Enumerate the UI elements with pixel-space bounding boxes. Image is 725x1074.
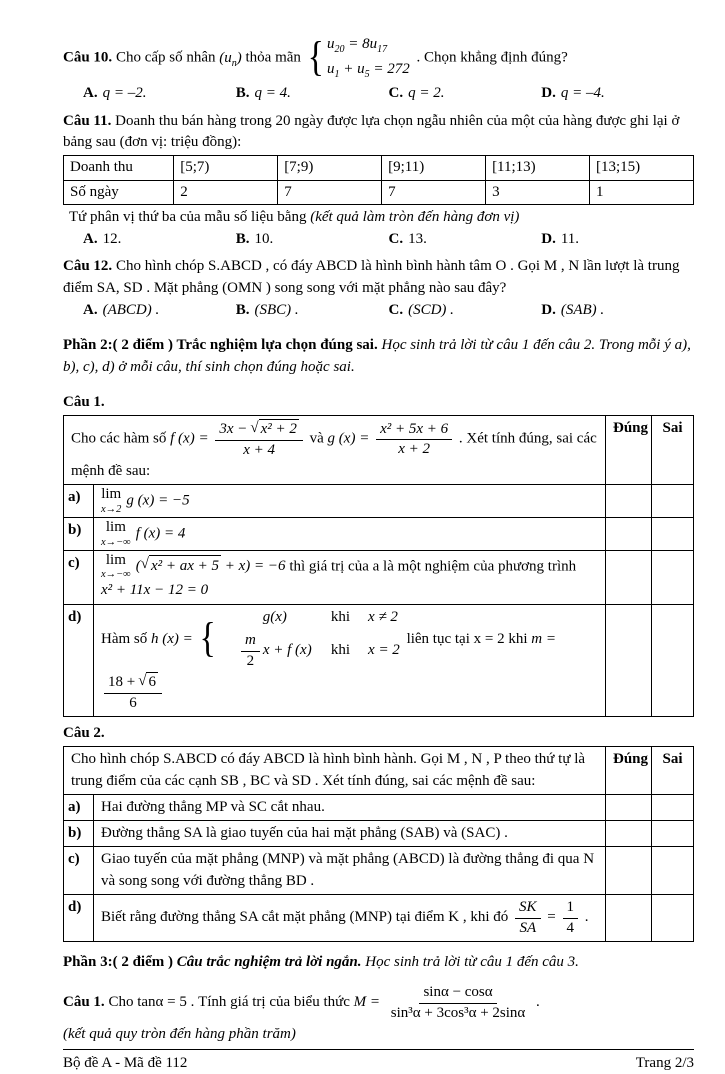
statement-row-b bbox=[64, 517, 694, 550]
question-12 bbox=[63, 256, 694, 324]
table-cell: [5;7) bbox=[174, 156, 278, 180]
question-11-options bbox=[63, 229, 694, 250]
statement-d: Biết rằng đường thẳng SA cắt mặt phẳng (MNP) tại điểm K , khi đó $\frac{SK}{SA}$ = $\frac{1}{4}$ . bbox=[94, 895, 606, 942]
question-11-text: Câu 11. Doanh thu bán hàng trong 20 ngày được lựa chọn ngẫu nhiên của một của hàng được ghi lại ở bảng sau (đơn vị: triệu đồng): bbox=[63, 112, 680, 150]
table-cell: [7;9) bbox=[278, 156, 382, 180]
statement-a: Hai đường thẳng MP và SC cắt nhau. bbox=[94, 794, 606, 820]
question-10-text bbox=[63, 34, 694, 82]
statement-c: Giao tuyến của mặt phẳng (MNP) và mặt phẳng (ABCD) là đường thẳng đi qua N và song song với đường thẳng BD . bbox=[94, 847, 606, 895]
true-false-table-2 bbox=[63, 746, 694, 941]
limit-expression: lim x→−∞ bbox=[101, 551, 131, 581]
revenue-days-row bbox=[64, 180, 694, 204]
column-true: Đúng bbox=[606, 747, 652, 795]
table-cell: [9;11) bbox=[382, 156, 486, 180]
statement-row-c bbox=[64, 550, 694, 604]
fraction-g: $\frac{\text{x² + 5x + 6}}{x + 2}$ bbox=[376, 420, 452, 460]
option-b: B. 10. bbox=[235, 231, 274, 248]
table-cell: Doanh thu bbox=[64, 156, 174, 180]
false-cell bbox=[652, 794, 694, 820]
revenue-table bbox=[63, 155, 694, 205]
false-cell bbox=[652, 517, 694, 550]
true-cell bbox=[606, 517, 652, 550]
statement-row-c bbox=[64, 847, 694, 895]
row-label: a) bbox=[64, 794, 94, 820]
false-cell bbox=[652, 895, 694, 942]
table-cell: 7 bbox=[278, 180, 382, 204]
part2-title: Phần 2:( 2 điểm ) Trắc nghiệm lựa chọn đúng sai. bbox=[63, 337, 378, 354]
question-10-tail: . Chọn khẳng định đúng? bbox=[416, 49, 568, 66]
question-12-label: Câu 12. bbox=[63, 258, 113, 275]
option-b: B. q = 4. bbox=[235, 85, 291, 102]
table-cell: 1 bbox=[590, 180, 694, 204]
question-11-label: Câu 11. bbox=[63, 112, 112, 129]
limit-expression: lim x→2 bbox=[101, 486, 122, 515]
piecewise-function bbox=[200, 607, 400, 672]
row-label: a) bbox=[64, 485, 94, 518]
column-true: Đúng bbox=[606, 416, 652, 485]
false-cell bbox=[652, 604, 694, 716]
statement-d: Hàm số h (x) = { g(x) khi x ≠ 2 $\frac{m}{2}$ x + f (x) khi x = 2 liên tục tại x = 2 khi m = 18 + √ 6 6 bbox=[94, 604, 606, 716]
option-a: A. 12. bbox=[83, 231, 122, 248]
piecewise-case-2: $\frac{m}{2}$ x + f (x) khi x = 2 bbox=[219, 630, 400, 672]
rounding-note: (kết quả quy tròn đến hàng phần trăm) bbox=[63, 1026, 296, 1043]
part2-question-1-label: Câu 1. bbox=[63, 393, 105, 410]
option-a: A. (ABCD) . bbox=[83, 302, 160, 319]
statement-a: lim x→2 g (x) = −5 bbox=[94, 485, 606, 518]
table2-header-row bbox=[64, 747, 694, 795]
question-11 bbox=[63, 111, 694, 254]
table-cell: 3 bbox=[486, 180, 590, 204]
question-11-question: Tứ phân vị thứ ba của mẫu số liệu bằng (kết quả làm tròn đến hàng đơn vị) bbox=[69, 208, 520, 225]
question-12-text: Câu 12. Cho hình chóp S.ABCD , có đáy ABCD là hình bình hành tâm O . Gọi M , N lần lượt là trung điểm SA, SD . Mặt phẳng (OMN ) song song với mặt phẳng nào sau đây? bbox=[63, 258, 680, 296]
question-10-label: Câu 10. bbox=[63, 49, 113, 66]
option-c: C. 13. bbox=[388, 231, 427, 248]
option-d: D. q = –4. bbox=[541, 85, 605, 102]
part2-subtitle: Học sinh trả lời từ câu 1 đến câu 2. Trong mỗi ý a), b), c), d) ở mỗi câu, thí sinh chọn đúng hoặc sai. bbox=[63, 337, 691, 375]
true-cell bbox=[606, 550, 652, 604]
question-12-options bbox=[63, 300, 694, 321]
system-equation-1: $u_{20} = 8u_{17}$ bbox=[327, 36, 388, 55]
option-d: D. 11. bbox=[541, 231, 580, 248]
rounding-note: (kết quả làm tròn đến hàng đơn vị) bbox=[310, 208, 520, 225]
equation-line-2: x² + 11x − 12 = 0 bbox=[101, 582, 209, 599]
statement-b: Đường thẳng SA là giao tuyến của hai mặt phẳng (SAB) và (SAC) . bbox=[94, 821, 606, 847]
true-cell bbox=[606, 794, 652, 820]
part3-question-1-text: Câu 1. Cho tanα = 5 . Tính giá trị của biểu thức M = $\frac{\sin\alpha - \cos\alpha}{\text{sin³α + 3cos³α + 2sinα}}$ . bbox=[63, 983, 540, 1021]
table1-intro: Cho các hàm số f (x) = 3x − √ x² + 2 x + 4 và g (x) = $\frac{\text{x² + 5x + 6}}{x + 2}$ . Xét tính đúng, sai các mệnh đề sau: bbox=[64, 416, 606, 485]
statement-b: lim x→−∞ f (x) = 4 bbox=[94, 517, 606, 550]
table-cell: [13;15) bbox=[590, 156, 694, 180]
part2-question-2-label: Câu 2. bbox=[63, 724, 105, 741]
sequence-symbol: $(u_n)$ bbox=[219, 49, 242, 69]
statement-row-d bbox=[64, 604, 694, 716]
table-cell: 7 bbox=[382, 180, 486, 204]
square-root: √ x² + 2 bbox=[250, 420, 297, 438]
fraction-m-value: 18 + √ 6 6 bbox=[104, 672, 162, 713]
table-cell: 2 bbox=[174, 180, 278, 204]
option-d: D. (SAB) . bbox=[541, 302, 605, 319]
true-cell bbox=[606, 485, 652, 518]
revenue-header-row bbox=[64, 156, 694, 180]
option-a: A. q = –2. bbox=[83, 85, 147, 102]
statement-row-a bbox=[64, 485, 694, 518]
fraction-m-expression: $\frac{\sin\alpha - \cos\alpha}{\text{sin³α + 3cos³α + 2sinα}}$ bbox=[390, 983, 526, 1021]
part3-title: Câu trắc nghiệm trả lời ngắn. bbox=[176, 953, 362, 970]
table-cell: [11;13) bbox=[486, 156, 590, 180]
equation-system bbox=[308, 34, 410, 82]
part3-question-1-label: Câu 1. bbox=[63, 993, 105, 1010]
page-footer bbox=[63, 1049, 694, 1074]
m-lhs: m = bbox=[531, 630, 556, 647]
part3-question-1 bbox=[63, 982, 694, 1046]
square-root: √ 6 bbox=[138, 673, 156, 691]
part3-heading bbox=[63, 952, 694, 973]
fraction-one-fourth: $\frac{1}{4}$ bbox=[563, 898, 579, 938]
part3-title-prefix: Phần 3:( 2 điểm ) bbox=[63, 953, 173, 970]
option-b: B. (SBC) . bbox=[235, 302, 299, 319]
fraction-f: 3x − √ x² + 2 x + 4 bbox=[215, 419, 303, 460]
question-10 bbox=[63, 34, 694, 108]
footer-exam-code: Bộ đề A - Mã đề 112 bbox=[63, 1054, 188, 1071]
statement-c: lim x→−∞ ( √ x² + ax + 5 + x) = −6 thì giá trị của a là một nghiệm của phương trình x² + 11x − 12 = 0 bbox=[94, 550, 606, 604]
false-cell bbox=[652, 847, 694, 895]
statement-row-b bbox=[64, 821, 694, 847]
fraction-sk-sa: $\frac{SK}{SA}$ bbox=[515, 898, 541, 938]
true-cell bbox=[606, 895, 652, 942]
false-cell bbox=[652, 550, 694, 604]
row-label: c) bbox=[64, 847, 94, 895]
row-label: d) bbox=[64, 604, 94, 716]
column-false: Sai bbox=[652, 747, 694, 795]
part2-heading bbox=[63, 335, 694, 378]
column-false: Sai bbox=[652, 416, 694, 485]
option-c: C. q = 2. bbox=[388, 85, 445, 102]
true-false-table-1 bbox=[63, 415, 694, 717]
limit-expression: lim x→−∞ bbox=[101, 518, 131, 548]
f-lhs: f (x) = bbox=[170, 430, 209, 447]
system-equation-2: $u_1 + u_5 = 272$ bbox=[327, 61, 410, 81]
false-cell bbox=[652, 821, 694, 847]
table2-intro: Cho hình chóp S.ABCD có đáy ABCD là hình bình hành. Gọi M , N , P theo thứ tự là trung điểm của các cạnh SB , BC và SD . Xét tính đúng, sai các mệnh đề sau: bbox=[64, 747, 606, 795]
row-label: d) bbox=[64, 895, 94, 942]
true-cell bbox=[606, 847, 652, 895]
footer-page-number: Trang 2/3 bbox=[635, 1054, 694, 1071]
option-c: C. (SCD) . bbox=[388, 302, 454, 319]
piecewise-case-1: g(x) khi x ≠ 2 bbox=[262, 608, 398, 625]
g-lhs: g (x) = bbox=[327, 430, 370, 447]
row-label: c) bbox=[64, 550, 94, 604]
m-lhs: M = bbox=[353, 993, 381, 1010]
table-cell: Số ngày bbox=[64, 180, 174, 204]
table1-header-row bbox=[64, 416, 694, 485]
row-label: b) bbox=[64, 517, 94, 550]
question-10-mid: thỏa mãn bbox=[245, 49, 301, 66]
statement-row-a bbox=[64, 794, 694, 820]
square-root: √ x² + ax + 5 bbox=[141, 555, 221, 577]
true-cell bbox=[606, 821, 652, 847]
h-lhs: h (x) = bbox=[151, 630, 193, 647]
row-label: b) bbox=[64, 821, 94, 847]
left-brace: { bbox=[307, 34, 324, 81]
left-brace: { bbox=[199, 614, 216, 662]
question-10-lead: Cho cấp số nhân bbox=[115, 49, 216, 66]
fraction-m-over-2: $\frac{m}{2}$ bbox=[241, 631, 260, 671]
statement-row-d bbox=[64, 895, 694, 942]
part3-subtitle: Học sinh trả lời từ câu 1 đến câu 3. bbox=[365, 953, 579, 970]
question-10-options bbox=[63, 83, 694, 104]
false-cell bbox=[652, 485, 694, 518]
true-cell bbox=[606, 604, 652, 716]
